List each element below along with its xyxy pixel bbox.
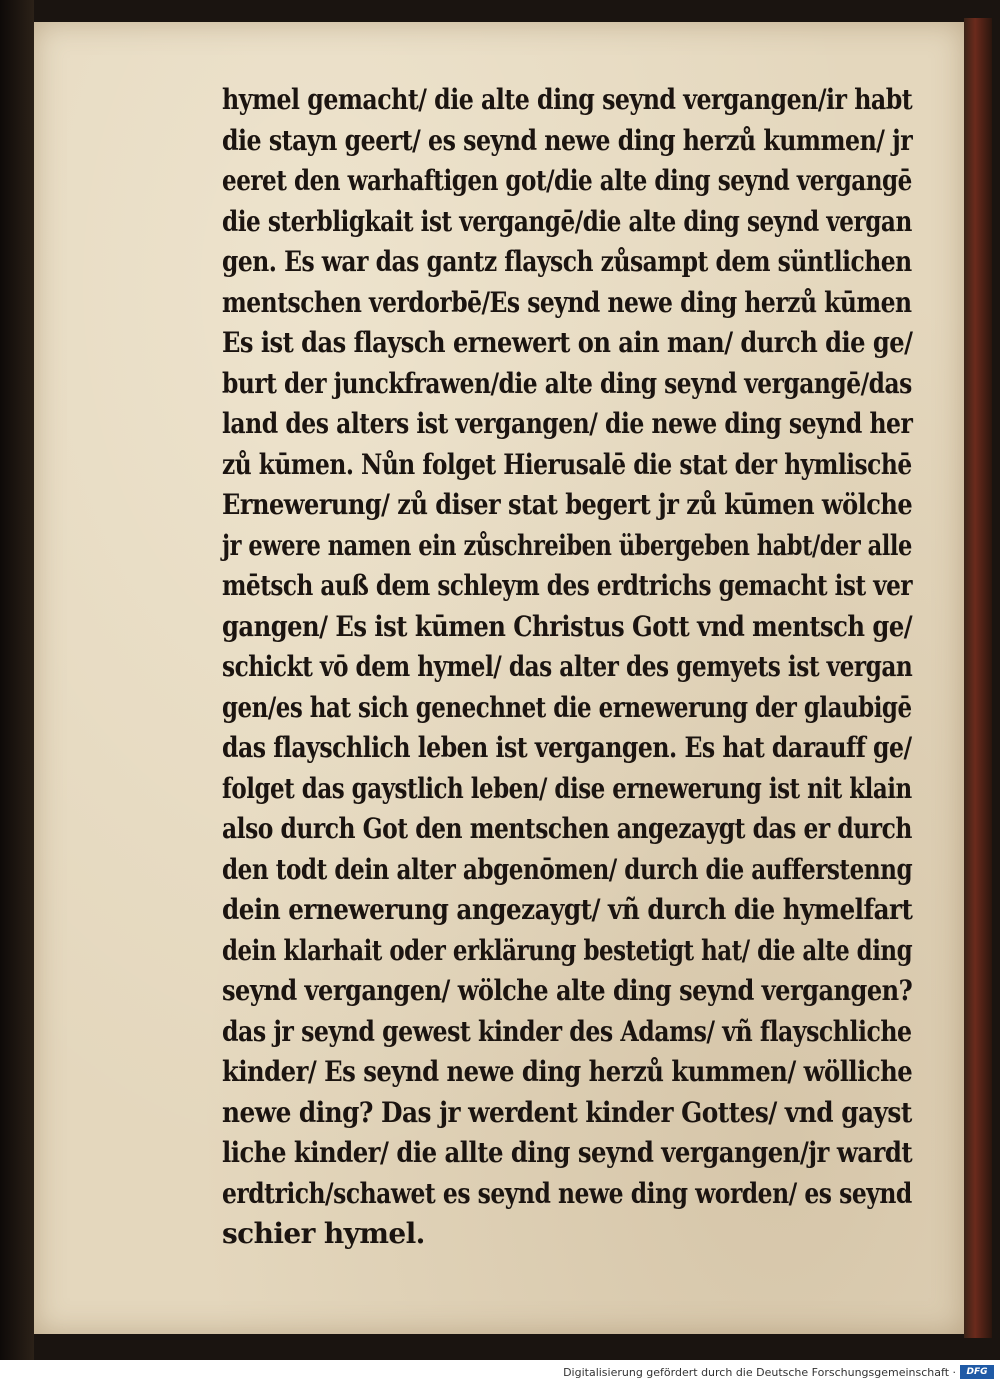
- text-line: gen/es hat sich genechnet die ernewerung der glaubigē: [222, 690, 912, 724]
- text-line: liche kinder/ die allte ding seynd vergangen/jr wardt: [222, 1136, 913, 1169]
- text-line: seynd vergangen/ wölche alte ding seynd vergangen?: [222, 974, 913, 1007]
- text-line: jr ewere namen ein zůschreiben übergeben habt/der alle: [222, 528, 912, 562]
- text-line: Es ist das flaysch ernewert on ain man/ durch die ge/: [222, 326, 913, 359]
- text-line: den todt dein alter abgenōmen/ durch die aufferstenng: [222, 852, 913, 886]
- text-line: die stayn geert/ es seynd newe ding herzů kummen/ jr: [222, 123, 913, 157]
- book-gutter: [0, 0, 34, 1360]
- dfg-logo: DFG: [960, 1365, 994, 1379]
- text-line: folget das gaystlich leben/ dise ernewerung ist nit klain: [222, 771, 912, 805]
- text-line: Ernewerung/ zů diser stat begert jr zů kūmen wölche: [222, 488, 913, 521]
- text-line: burt der junckfrawen/die alte ding seynd vergangē/das: [222, 366, 912, 400]
- text-line: land des alters ist vergangen/ die newe ding seynd her: [222, 407, 913, 440]
- text-line: mētsch auß dem schleym des erdtrichs gemacht ist ver: [222, 569, 913, 602]
- text-line: gangen/ Es ist kūmen Christus Gott vnd mentsch ge/: [222, 609, 913, 643]
- text-line: dein ernewerung angezaygt/ vñ durch die hymelfart: [222, 893, 913, 926]
- page-text-block: [222, 80, 912, 1255]
- text-line: hymel gemacht/ die alte ding seynd vergangen/ir habt: [222, 83, 913, 116]
- text-line: also durch Got den mentschen angezaygt das er durch: [222, 812, 912, 845]
- text-line: die sterbligkait ist vergangē/die alte ding seynd vergan: [222, 204, 912, 238]
- text-line: dein klarhait oder erklärung bestetigt hat/ die alte ding: [222, 933, 913, 967]
- text-line: erdtrich/schawet es seynd newe ding worden/ es seynd: [222, 1176, 912, 1210]
- funding-credit: Digitalisierung gefördert durch die Deutsche Forschungsgemeinschaft ·: [563, 1366, 956, 1379]
- text-line: kinder/ Es seynd newe ding herzů kummen/ wölliche: [222, 1055, 913, 1088]
- text-line: schickt vō dem hymel/ das alter des gemyets ist vergan: [222, 650, 913, 683]
- text-line: mentschen verdorbē/Es seynd newe ding herzů kūmen: [222, 285, 912, 319]
- footer-bar: [0, 1360, 1000, 1385]
- text-line: schier hymel.: [222, 1217, 425, 1250]
- text-line: das flayschlich leben ist vergangen. Es hat darauff ge/: [222, 731, 912, 764]
- text-line: das jr seynd gewest kinder des Adams/ vñ flayschliche: [222, 1014, 912, 1048]
- text-line: newe ding? Das jr werdent kinder Gottes/ vnd gayst: [222, 1095, 912, 1129]
- text-line: eeret den warhaftigen got/die alte ding seynd vergangē: [222, 164, 912, 197]
- text-line: zů kūmen. Nůn folget Hierusalē die stat der hymlischē: [222, 447, 912, 481]
- book-cover-edge: [964, 18, 992, 1338]
- text-line: gen. Es war das gantz flaysch zůsampt dem süntlichen: [222, 245, 912, 278]
